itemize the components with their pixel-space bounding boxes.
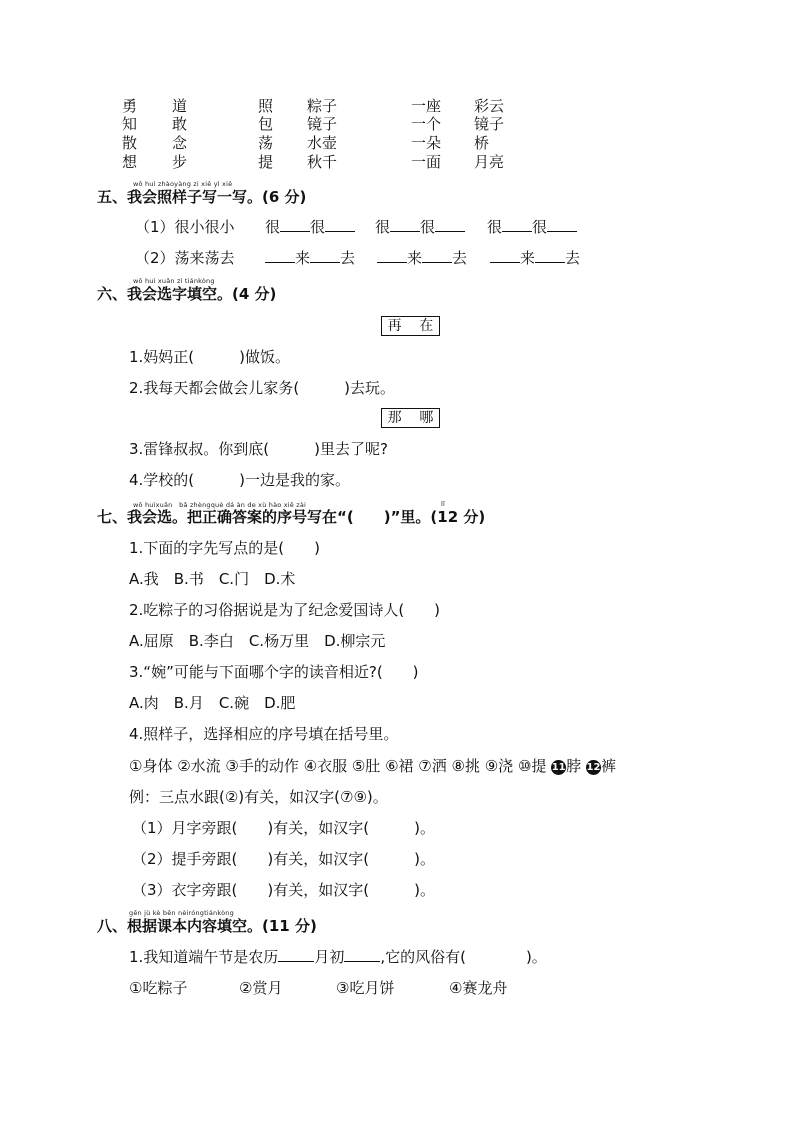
match-cell: 月亮 [474,153,505,171]
s8-option-2: ②赏月 [239,979,283,997]
s5-q2-pattern-2: 来 去 [377,247,467,268]
s8-blank-day[interactable] [344,948,380,962]
match-cell: 包 [258,115,274,133]
s5-blank[interactable] [280,218,310,232]
circled-number-11: 11 [551,762,566,773]
match-cell: 一面 [411,153,442,171]
s5-q1-pattern-2: 很 很 [375,216,465,237]
section8-pinyin: gēn jù kè běn nèiróngtiánkòng [129,909,234,917]
match-cell: 知 [122,115,138,133]
s6-choice-box-1: 再 在 [381,316,440,336]
match-cell: 秋千 [307,153,338,171]
match-cell: 提 [258,153,274,171]
section8-heading: 八、根据课本内容填空。(11 分) [97,917,317,935]
match-cell: 一座 [411,97,442,115]
s5-q2-example: （2）荡来荡去 [135,249,235,267]
match-cell: 桥 [474,134,490,152]
s5-blank[interactable] [547,218,577,232]
s5-blank[interactable] [422,249,452,263]
match-cell: 荡 [258,134,274,152]
section7-heading: 七、我会选。把正确答案的序号写在“( )”里。(12 分) [97,508,486,526]
s7-sub-3: （3）衣字旁跟( )有关，如汉字( )。 [132,881,435,899]
match-cell: 敢 [172,115,188,133]
match-cell: 道 [172,97,188,115]
match-cell: 步 [172,153,188,171]
section5-pinyin: wǒ huì zhàoyàng zi xiě yì xiě [133,180,233,188]
match-cell: 念 [172,134,188,152]
s7-question-4: 4.照样子，选择相应的序号填在括号里。 [129,725,399,743]
s7-example: 例：三点水跟(②)有关，如汉字(⑦⑨)。 [129,788,388,806]
circled-number-12: 12 [586,762,601,773]
s6-question-4: 4.学校的( )一边是我的家。 [129,471,351,489]
s7-q2-options: A.屈原 B.李白 C.杨万里 D.柳宗元 [129,632,386,650]
s5-blank[interactable] [325,218,355,232]
match-cell: 彩云 [474,97,505,115]
s5-blank[interactable] [377,249,407,263]
s5-q1-pattern-3: 很 很 [487,216,577,237]
s8-option-1: ①吃粽子 [129,979,188,997]
s5-blank[interactable] [435,218,465,232]
s6-question-2: 2.我每天都会做会儿家务( )去玩。 [129,379,396,397]
s6-question-1: 1.妈妈正( )做饭。 [129,348,291,366]
s5-blank[interactable] [502,218,532,232]
match-cell: 勇 [122,97,138,115]
match-cell: 粽子 [307,97,338,115]
s5-blank[interactable] [310,249,340,263]
match-cell: 一个 [411,115,442,133]
s5-blank[interactable] [535,249,565,263]
s5-blank[interactable] [490,249,520,263]
match-cell: 散 [122,134,138,152]
section6-pinyin: wǒ huì xuǎn zì tiánkòng [133,277,215,285]
s7-q4-items: ①身体 ②水流 ③手的动作 ④衣服 ⑤肚 ⑥裙 ⑦洒 ⑧挑 ⑨浇 ⑩提 11脖 12裤 [129,757,616,775]
match-cell: 水壶 [307,134,338,152]
s8-option-4: ④赛龙舟 [449,979,508,997]
section6-heading: 六、我会选字填空。(4 分) [97,285,277,303]
s5-blank[interactable] [390,218,420,232]
s7-q1-options: A.我 B.书 C.门 D.术 [129,570,296,588]
s6-question-3: 3.雷锋叔叔。你到底( )里去了呢? [129,440,388,458]
match-cell: 想 [122,153,138,171]
s8-question-1: 1.我知道端午节是农历 月初 ,它的风俗有( )。 [129,948,547,966]
s5-q1-pattern-1: 很 很 [265,216,355,237]
match-cell: 一朵 [411,134,442,152]
match-cell: 镜子 [307,115,338,133]
s7-q3-options: A.肉 B.月 C.碗 D.肥 [129,694,296,712]
s7-question-3: 3.“婉”可能与下面哪个字的读音相近?( ) [129,663,419,681]
s5-q2-pattern-1: 来 去 [265,247,355,268]
s7-question-1: 1.下面的字先写点的是( ) [129,539,321,557]
match-cell: 镜子 [474,115,505,133]
s5-blank[interactable] [265,249,295,263]
s6-choice-box-2: 那 哪 [381,408,440,428]
s7-question-2: 2.吃粽子的习俗据说是为了纪念爱国诗人( ) [129,601,441,619]
s8-option-3: ③吃月饼 [336,979,395,997]
s5-q2-pattern-3: 来 去 [490,247,580,268]
section7-pinyin-li: lǐ [441,500,446,508]
s7-sub-2: （2）提手旁跟( )有关，如汉字( )。 [132,850,435,868]
s8-blank-month[interactable] [278,948,314,962]
s5-q1-example: （1）很小很小 [135,218,235,236]
section5-heading: 五、我会照样子写一写。(6 分) [97,188,307,206]
match-cell: 照 [258,97,274,115]
s7-sub-1: （1）月字旁跟( )有关，如汉字( )。 [132,819,435,837]
section7-pinyin: wǒ huìxuǎn bǎ zhèngquè dá àn de xù hào xiě zài [133,501,307,509]
